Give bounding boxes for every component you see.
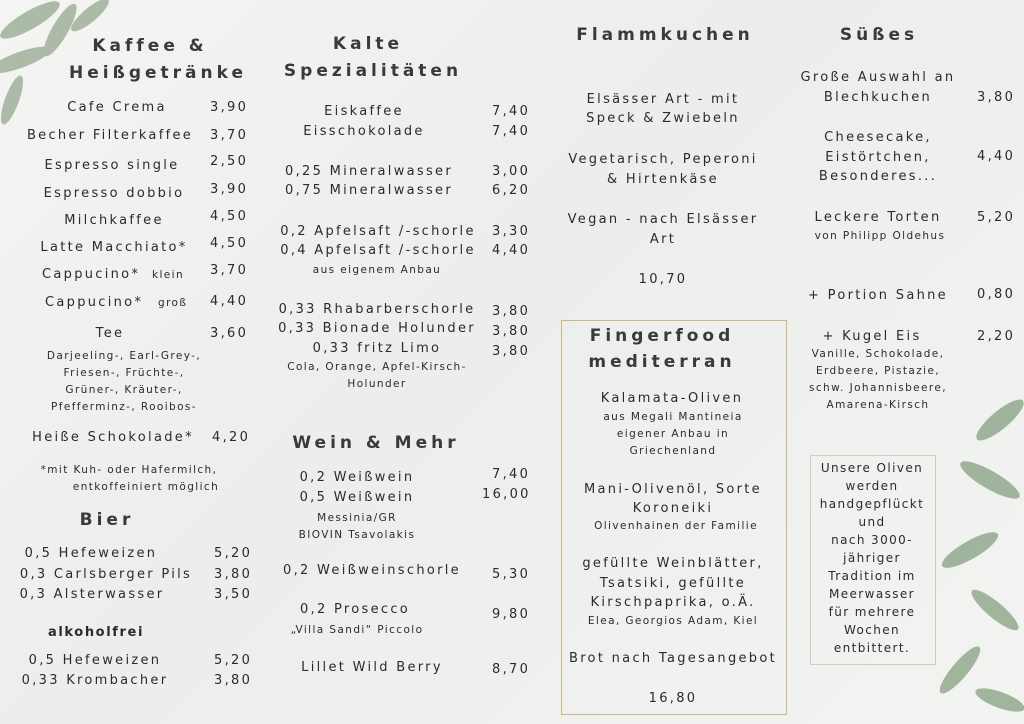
oliven-info-line: nach 3000- <box>831 533 913 547</box>
menu-item-price: 3,80 <box>492 344 531 359</box>
menu-item-name: Tee <box>95 326 125 341</box>
menu-item-name: 0,4 Apfelsaft /-schorle <box>280 243 476 258</box>
wein-origin: Messinia/GR <box>317 512 397 524</box>
menu-item-name: 0,2 Weißweinschorle <box>283 563 461 578</box>
menu-item-price: 3,50 <box>214 587 253 602</box>
flamm-price: 10,70 <box>638 272 688 287</box>
menu-item-price: 3,70 <box>210 128 249 143</box>
finger-note: Olivenhainen der Familie <box>594 520 758 532</box>
flamm-title: Flammkuchen <box>576 25 754 45</box>
finger-item: Tsatsiki, gefüllte <box>599 576 747 591</box>
limo-note: Holunder <box>347 378 407 390</box>
menu-item-price: 3,80 <box>492 304 531 319</box>
menu-item-name: Espresso single <box>44 158 180 173</box>
suess-note: Erdbeere, Pistazie, <box>815 365 941 377</box>
oliven-info-line: jähriger <box>843 551 901 565</box>
menu-item-name: 0,2 Apfelsaft /-schorle <box>280 224 476 239</box>
menu-item-price: 5,20 <box>214 653 253 668</box>
suess-note: schw. Johannisbeere, <box>809 382 947 394</box>
flamm-item: Art <box>649 232 677 247</box>
menu-item-name: 0,75 Mineralwasser <box>285 183 453 198</box>
oliven-info-line: entbittert. <box>833 641 911 655</box>
oliven-info-line: für mehrere <box>828 605 916 619</box>
limo-note: Cola, Orange, Apfel-Kirsch- <box>287 361 467 373</box>
menu-item-price: 2,50 <box>210 154 249 169</box>
suess-note: von Philipp Oldehus <box>814 230 946 242</box>
oliven-info-line: handgepflückt <box>819 497 925 511</box>
menu-item-name: Cappucino* <box>45 295 144 310</box>
suess-item: Blechkuchen <box>823 90 933 105</box>
menu-item-price: 6,20 <box>492 183 531 198</box>
oliven-info-line: werden <box>845 479 899 493</box>
kaffee-title: Kaffee & <box>92 36 208 56</box>
oliven-info-line: Wochen <box>843 623 901 637</box>
menu-item-price: 3,30 <box>492 224 531 239</box>
menu-item-name: Espresso dobbio <box>43 186 185 201</box>
flamm-item: Speck & Zwiebeln <box>586 111 740 126</box>
menu-item-name: 0,5 Weißwein <box>299 490 415 505</box>
finger-item: Mani-Olivenöl, Sorte <box>584 482 762 497</box>
suess-item: Cheesecake, <box>824 130 932 145</box>
menu-item-price: 8,70 <box>492 662 531 677</box>
menu-item-price: 4,40 <box>492 243 531 258</box>
suess-item: Eistörtchen, <box>825 150 931 165</box>
menu-item-name: Cafe Crema <box>67 100 167 115</box>
flamm-item: & Hirtenkäse <box>607 172 719 187</box>
menu-item-size: klein <box>152 269 185 281</box>
oliven-info-line: Tradition im <box>828 569 916 583</box>
finger-note: Griechenland <box>629 445 717 457</box>
finger-note: aus Megali Mantineia <box>603 411 743 423</box>
oliven-info-line: Unsere Oliven <box>820 461 924 475</box>
milk-note: *mit Kuh- oder Hafermilch, <box>40 464 218 476</box>
flamm-item: Vegetarisch, Peperoni <box>568 152 758 167</box>
menu-item-price: 4,50 <box>210 236 249 251</box>
apfel-note: aus eigenem Anbau <box>312 264 442 276</box>
wein-title: Wein & Mehr <box>292 433 460 453</box>
oliven-info-line: Meerwasser <box>828 587 916 601</box>
menu-item-name: Heiße Schokolade* <box>32 430 194 445</box>
suess-item: Große Auswahl an <box>800 70 956 85</box>
menu-item-price: 7,40 <box>492 124 531 139</box>
menu-item-price: 3,80 <box>214 673 253 688</box>
prosecco-note: „Villa Sandi“ Piccolo <box>290 624 424 636</box>
suess-price: 2,20 <box>977 329 1016 344</box>
menu-item-price: 4,40 <box>210 294 249 309</box>
menu-item-size: groß <box>158 297 188 309</box>
suess-note: Amarena-Kirsch <box>826 399 930 411</box>
menu-item-name: 0,33 Rhabarberschorle <box>278 302 476 317</box>
menu-item-price: 4,50 <box>210 209 249 224</box>
menu-item-price: 3,80 <box>214 567 253 582</box>
kaffee-title-2: Heißgetränke <box>69 63 247 83</box>
alkoholfrei-subtitle: alkoholfrei <box>47 625 145 640</box>
leaf-decoration-bottom-right-icon <box>930 390 1024 724</box>
menu-item-name: Eiskaffee <box>324 104 404 119</box>
finger-note: Elea, Georgios Adam, Kiel <box>587 615 759 627</box>
menu-item-name: 0,2 Prosecco <box>299 602 411 617</box>
menu-item-name: Eisschokolade <box>303 124 425 139</box>
menu-item-name: Becher Filterkaffee <box>26 128 194 143</box>
fingerfood-title: Fingerfood <box>589 326 735 346</box>
wein-origin: BIOVIN Tsavolakis <box>298 529 416 541</box>
tea-varieties: Darjeeling-, Earl-Grey-, <box>46 350 202 362</box>
menu-item-name: 0,5 Hefeweizen <box>28 653 162 668</box>
tea-varieties: Friesen-, Früchte-, <box>63 367 185 379</box>
menu-item-name: 0,2 Weißwein <box>299 470 415 485</box>
tea-varieties: Grüner-, Kräuter-, <box>65 384 183 396</box>
suess-item: Besonderes... <box>818 169 938 184</box>
kalte-title-2: Spezialitäten <box>283 61 463 81</box>
finger-item: Brot nach Tagesangebot <box>568 651 778 666</box>
finger-note: eigener Anbau in <box>616 428 730 440</box>
milk-note: entkoffeiniert möglich <box>72 481 220 493</box>
menu-item-price: 3,90 <box>210 100 249 115</box>
suess-item: + Kugel Eis <box>822 329 922 344</box>
menu-item-name: 0,5 Hefeweizen <box>24 546 158 561</box>
flamm-item: Elsässer Art - mit <box>586 92 740 107</box>
menu-item-price: 4,20 <box>212 430 251 445</box>
menu-item-price: 3,00 <box>492 164 531 179</box>
menu-item-name: Lillet Wild Berry <box>301 660 443 675</box>
tea-varieties: Pfefferminz-, Rooibos- <box>51 401 197 413</box>
menu-item-name: 0,33 fritz Limo <box>312 341 442 356</box>
menu-item-name: 0,33 Krombacher <box>21 673 169 688</box>
kalte-title: Kalte <box>332 34 404 54</box>
menu-item-price: 16,00 <box>482 487 531 502</box>
menu-item-price: 5,30 <box>492 567 531 582</box>
menu-item-name: Latte Macchiato* <box>40 240 188 255</box>
finger-item: Koroneiki <box>632 501 714 516</box>
fingerfood-title-2: mediterran <box>588 352 736 372</box>
suess-note: Vanille, Schokolade, <box>811 348 945 360</box>
suess-item: Leckere Torten <box>814 210 942 225</box>
flamm-item: Vegan - nach Elsässer <box>567 212 759 227</box>
bier-title: Bier <box>79 510 135 530</box>
menu-item-name: 0,25 Mineralwasser <box>285 164 453 179</box>
menu-item-name: 0,33 Bionade Holunder <box>278 321 476 336</box>
finger-item: Kalamata-Oliven <box>600 391 744 406</box>
suess-price: 0,80 <box>977 287 1016 302</box>
oliven-info-line: und <box>858 515 886 529</box>
finger-item: Kirschpaprika, o.Ä. <box>590 595 756 610</box>
menu-item-name: Cappucino* <box>42 267 141 282</box>
suess-item: + Portion Sahne <box>808 288 948 303</box>
menu-item-price: 7,40 <box>492 467 531 482</box>
suess-title: Süßes <box>839 25 919 45</box>
menu-item-price: 3,90 <box>210 182 249 197</box>
menu-item-price: 9,80 <box>492 607 531 622</box>
menu-item-name: Milchkaffee <box>64 213 164 228</box>
finger-price: 16,80 <box>648 691 698 706</box>
suess-price: 3,80 <box>977 90 1016 105</box>
menu-item-price: 3,80 <box>492 324 531 339</box>
menu-item-price: 5,20 <box>214 546 253 561</box>
menu-item-name: 0,3 Carlsberger Pils <box>19 567 193 582</box>
menu-item-price: 7,40 <box>492 104 531 119</box>
menu-item-name: 0,3 Alsterwasser <box>19 587 165 602</box>
suess-price: 4,40 <box>977 149 1016 164</box>
finger-item: gefüllte Weinblätter, <box>582 556 764 571</box>
menu-item-price: 3,70 <box>210 263 249 278</box>
menu-item-price: 3,60 <box>210 326 249 341</box>
suess-price: 5,20 <box>977 210 1016 225</box>
